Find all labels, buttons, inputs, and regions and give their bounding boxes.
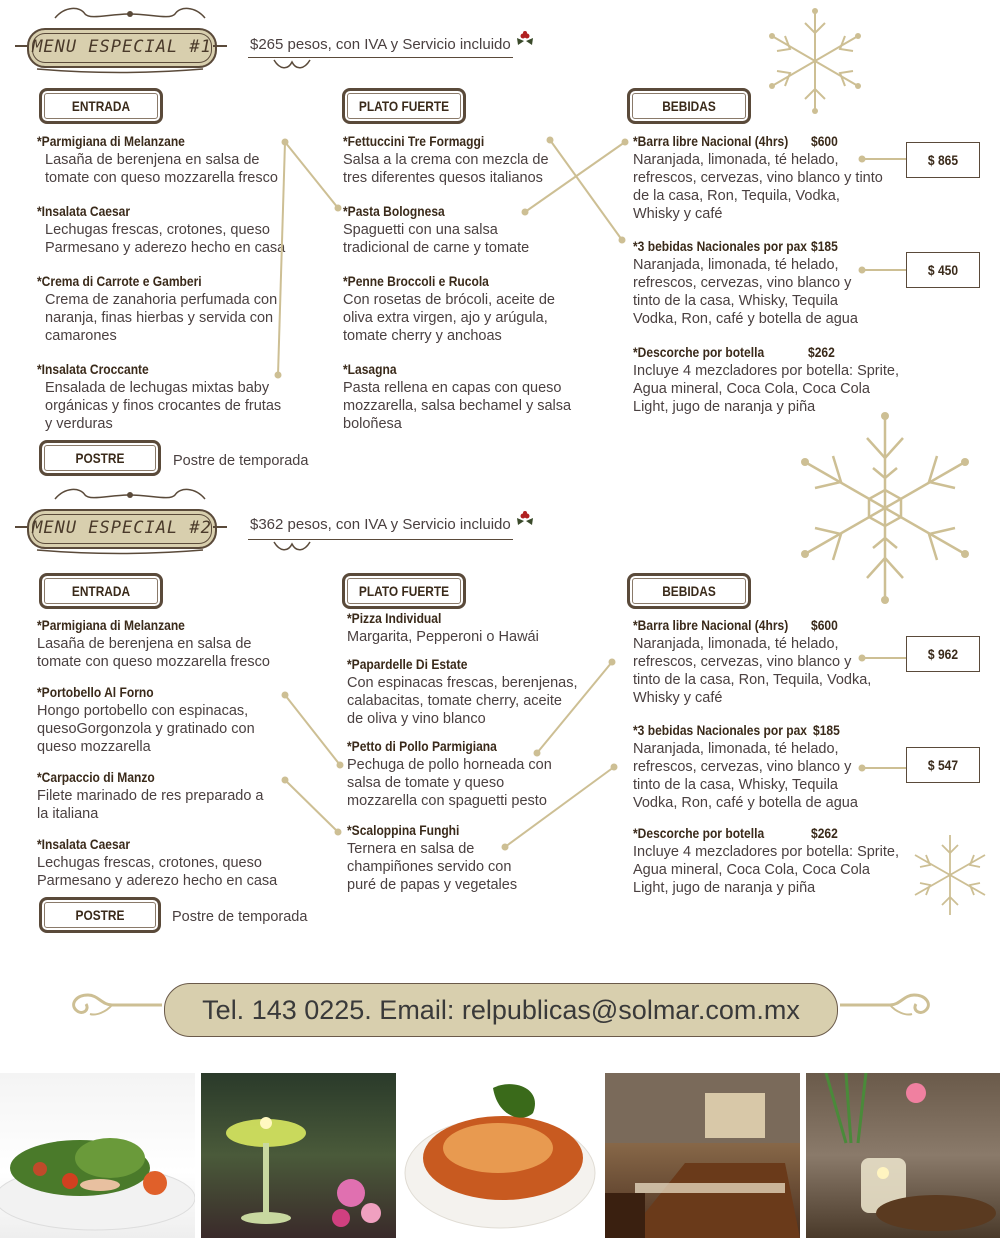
menu1-bebida-1-desc: Naranjada, limonada, té helado, refrescos, cervezas, vino blanco y tinto de la casa, Ron, Tequila, Vodka, Whisky y café	[633, 152, 883, 222]
menu1-plato-2-name: *Pasta Bolognesa	[343, 203, 445, 219]
menu1-plato-3-name: *Penne Broccoli e Rucola	[343, 273, 489, 289]
menu2-bebida-3-name: *Descorche por botella	[633, 825, 765, 841]
menu2-plato-fuerte-label: PLATO FUERTE	[342, 573, 466, 609]
menu2-connector-lines	[0, 600, 1000, 900]
footer-contact-text: Tel. 143 0225. Email: relpublicas@solmar.com.mx	[202, 995, 800, 1025]
scroll-ornament-menu2	[50, 485, 210, 505]
menu1-bebida-3-name: *Descorche por botella	[633, 344, 765, 360]
menu1-postre-text: Postre de temporada	[173, 453, 309, 469]
menu1-entrada-4-name: *Insalata Croccante	[37, 361, 149, 377]
menu2-entrada-2-name: *Portobello Al Forno	[37, 684, 154, 700]
menu1-total-box-2: $ 450	[906, 252, 980, 288]
menu2-title: MENU ESPECIAL #2	[32, 518, 212, 538]
menu1-plato-2-desc: Spaguetti con una salsa tradicional de carne y tomate	[343, 222, 530, 256]
menu2-plato-1-desc: Margarita, Pepperoni o Hawái	[347, 629, 539, 645]
menu2-bebida-2-desc: Naranjada, limonada, té helado, refrescos, cervezas, vino blanco y tinto de la casa, Whisky, Tequila Vodka, Ron, café y botella de agua	[633, 741, 858, 811]
menu1-plato-4-name: *Lasagna	[343, 361, 397, 377]
menu2-bebida-2-name: *3 bebidas Nacionales por pax	[633, 722, 807, 738]
dining-room-photo	[605, 1073, 800, 1238]
candle-jar-photo	[806, 1073, 1000, 1238]
menu2-title-banner	[27, 509, 217, 549]
menu2-bebidas-label: BEBIDAS	[627, 573, 751, 609]
menu1-price-line: $265 pesos, con IVA y Servicio incluido	[250, 36, 511, 53]
menu2-total-box-2: $ 547	[906, 747, 980, 783]
menu1-bebida-2-price: $185	[811, 238, 838, 254]
menu1-bebida-1-name: *Barra libre Nacional (4hrs)	[633, 133, 789, 149]
menu1-entrada-2-desc: Lechugas frescas, crotones, queso Parmesano y aderezo hecho en casa	[45, 222, 286, 256]
menu1-entrada-4-desc: Ensalada de lechugas mixtas baby orgánicas y finos crocantes de frutas y verduras	[45, 380, 282, 432]
menu1-postre-label: POSTRE	[39, 440, 161, 476]
menu1-entrada-1-desc: Lasaña de berenjena en salsa de tomate con queso mozzarella fresco	[45, 152, 278, 186]
menu2-plato-2-desc: Con espinacas frescas, berenjenas, calabacitas, tomate cherry, aceite de oliva y vino blanco	[347, 675, 578, 727]
menu1-plato-1-name: *Fettuccini Tre Formaggi	[343, 133, 485, 149]
snowflake-bottom-icon	[910, 832, 990, 918]
menu1-entrada-2-name: *Insalata Caesar	[37, 203, 131, 219]
menu2-plato-3-desc: Pechuga de pollo horneada con salsa de tomate y queso mozzarella con spaguetti pesto	[347, 757, 552, 809]
menu2-price-line: $362 pesos, con IVA y Servicio incluido	[250, 516, 511, 533]
menu1-entrada-3-desc: Crema de zanahoria perfumada con naranja, finas hierbas y servida con camarones	[45, 292, 278, 344]
menu2-entrada-2-desc: Hongo portobello con espinacas, quesoGorgonzola y gratinado con queso mozzarella	[37, 703, 255, 755]
menu1-bebida-3-price: $262	[808, 344, 835, 360]
menu2-postre-text: Postre de temporada	[172, 909, 308, 925]
menu1-bebida-2-desc: Naranjada, limonada, té helado, refrescos, cervezas, vino blanco y tinto de la casa, Whisky, Tequila Vodka, Ron, café y botella de agua	[633, 257, 858, 327]
menu2-bebida-3-price: $262	[811, 825, 838, 841]
banner-tip-left-2	[15, 526, 29, 528]
scroll-ornament-under-title-2	[35, 545, 205, 555]
snowflake-large-icon	[793, 408, 977, 608]
footer-contact-bar	[164, 983, 838, 1037]
salad-photo	[0, 1073, 195, 1238]
menu2-entrada-label: ENTRADA	[39, 573, 163, 609]
menu2-entrada-1-desc: Lasaña de berenjena en salsa de tomate con queso mozzarella fresco	[37, 636, 270, 670]
menu2-bebida-2-price: $185	[813, 722, 840, 738]
menu2-entrada-4-name: *Insalata Caesar	[37, 836, 131, 852]
menu2-entrada-1-name: *Parmigiana di Melanzane	[37, 617, 185, 633]
menu2-entrada-4-desc: Lechugas frescas, crotones, queso Parmesano y aderezo hecho en casa	[37, 855, 278, 889]
menu1-bebidas-label: BEBIDAS	[627, 88, 751, 124]
menu1-total-box-1: $ 865	[906, 142, 980, 178]
menu1-bebida-3-desc: Incluye 4 mezcladores por botella: Sprite, Agua mineral, Coca Cola, Coca Cola Light, jugo de naranja y piña	[633, 363, 899, 415]
menu1-plato-fuerte-label: PLATO FUERTE	[342, 88, 466, 124]
menu2-bebida-1-name: *Barra libre Nacional (4hrs)	[633, 617, 789, 633]
menu2-bebida-1-price: $600	[811, 617, 838, 633]
menu2-entrada-3-desc: Filete marinado de res preparado a la italiana	[37, 788, 264, 822]
menu1-bebida-1-price: $600	[811, 133, 838, 149]
menu1-entrada-3-name: *Crema di Carrote e Gamberi	[37, 273, 202, 289]
menu2-postre-label: POSTRE	[39, 897, 161, 933]
rule-swirl-ornament-2	[272, 540, 312, 552]
menu2-plato-2-name: *Papardelle Di Estate	[347, 656, 468, 672]
menu1-entrada-1-name: *Parmigiana di Melanzane	[37, 133, 185, 149]
footer-ornament-left	[62, 990, 164, 1020]
menu2-plato-3-name: *Petto di Pollo Parmigiana	[347, 738, 497, 754]
menu2-bebida-1-desc: Naranjada, limonada, té helado, refrescos, cervezas, vino blanco y tinto de la casa, Ron, Tequila, Vodka, Whisky y café	[633, 636, 872, 706]
menu2-plato-4-desc: Ternera en salsa de champiñones servido con puré de papas y vegetales	[347, 841, 518, 893]
menu2-plato-1-name: *Pizza Individual	[347, 610, 442, 626]
lasagna-photo	[403, 1073, 598, 1238]
menu2-total-box-1: $ 962	[906, 636, 980, 672]
menu2-entrada-3-name: *Carpaccio di Manzo	[37, 769, 155, 785]
menu2-plato-4-name: *Scaloppina Funghi	[347, 822, 460, 838]
menu1-plato-1-desc: Salsa a la crema con mezcla de tres diferentes quesos italianos	[343, 152, 549, 186]
menu1-bebida-2-name: *3 bebidas Nacionales por pax	[633, 238, 807, 254]
banner-tip-right-2	[213, 526, 227, 528]
menu2-bebida-3-desc: Incluye 4 mezcladores por botella: Sprite, Agua mineral, Coca Cola, Coca Cola Light, jugo de naranja y piña	[633, 844, 899, 896]
menu1-plato-3-desc: Con rosetas de brócoli, aceite de oliva extra virgen, ajo y arúgula, tomate cherry y anchoas	[343, 292, 555, 344]
footer-ornament-right	[838, 990, 940, 1020]
menu1-plato-4-desc: Pasta rellena en capas con queso mozzarella, salsa bechamel y salsa boloñesa	[343, 380, 572, 432]
menu1-title: MENU ESPECIAL #1	[32, 37, 212, 57]
menu1-entrada-label: ENTRADA	[39, 88, 163, 124]
candle-glass-photo	[201, 1073, 396, 1238]
holly-icon-2	[514, 510, 536, 532]
